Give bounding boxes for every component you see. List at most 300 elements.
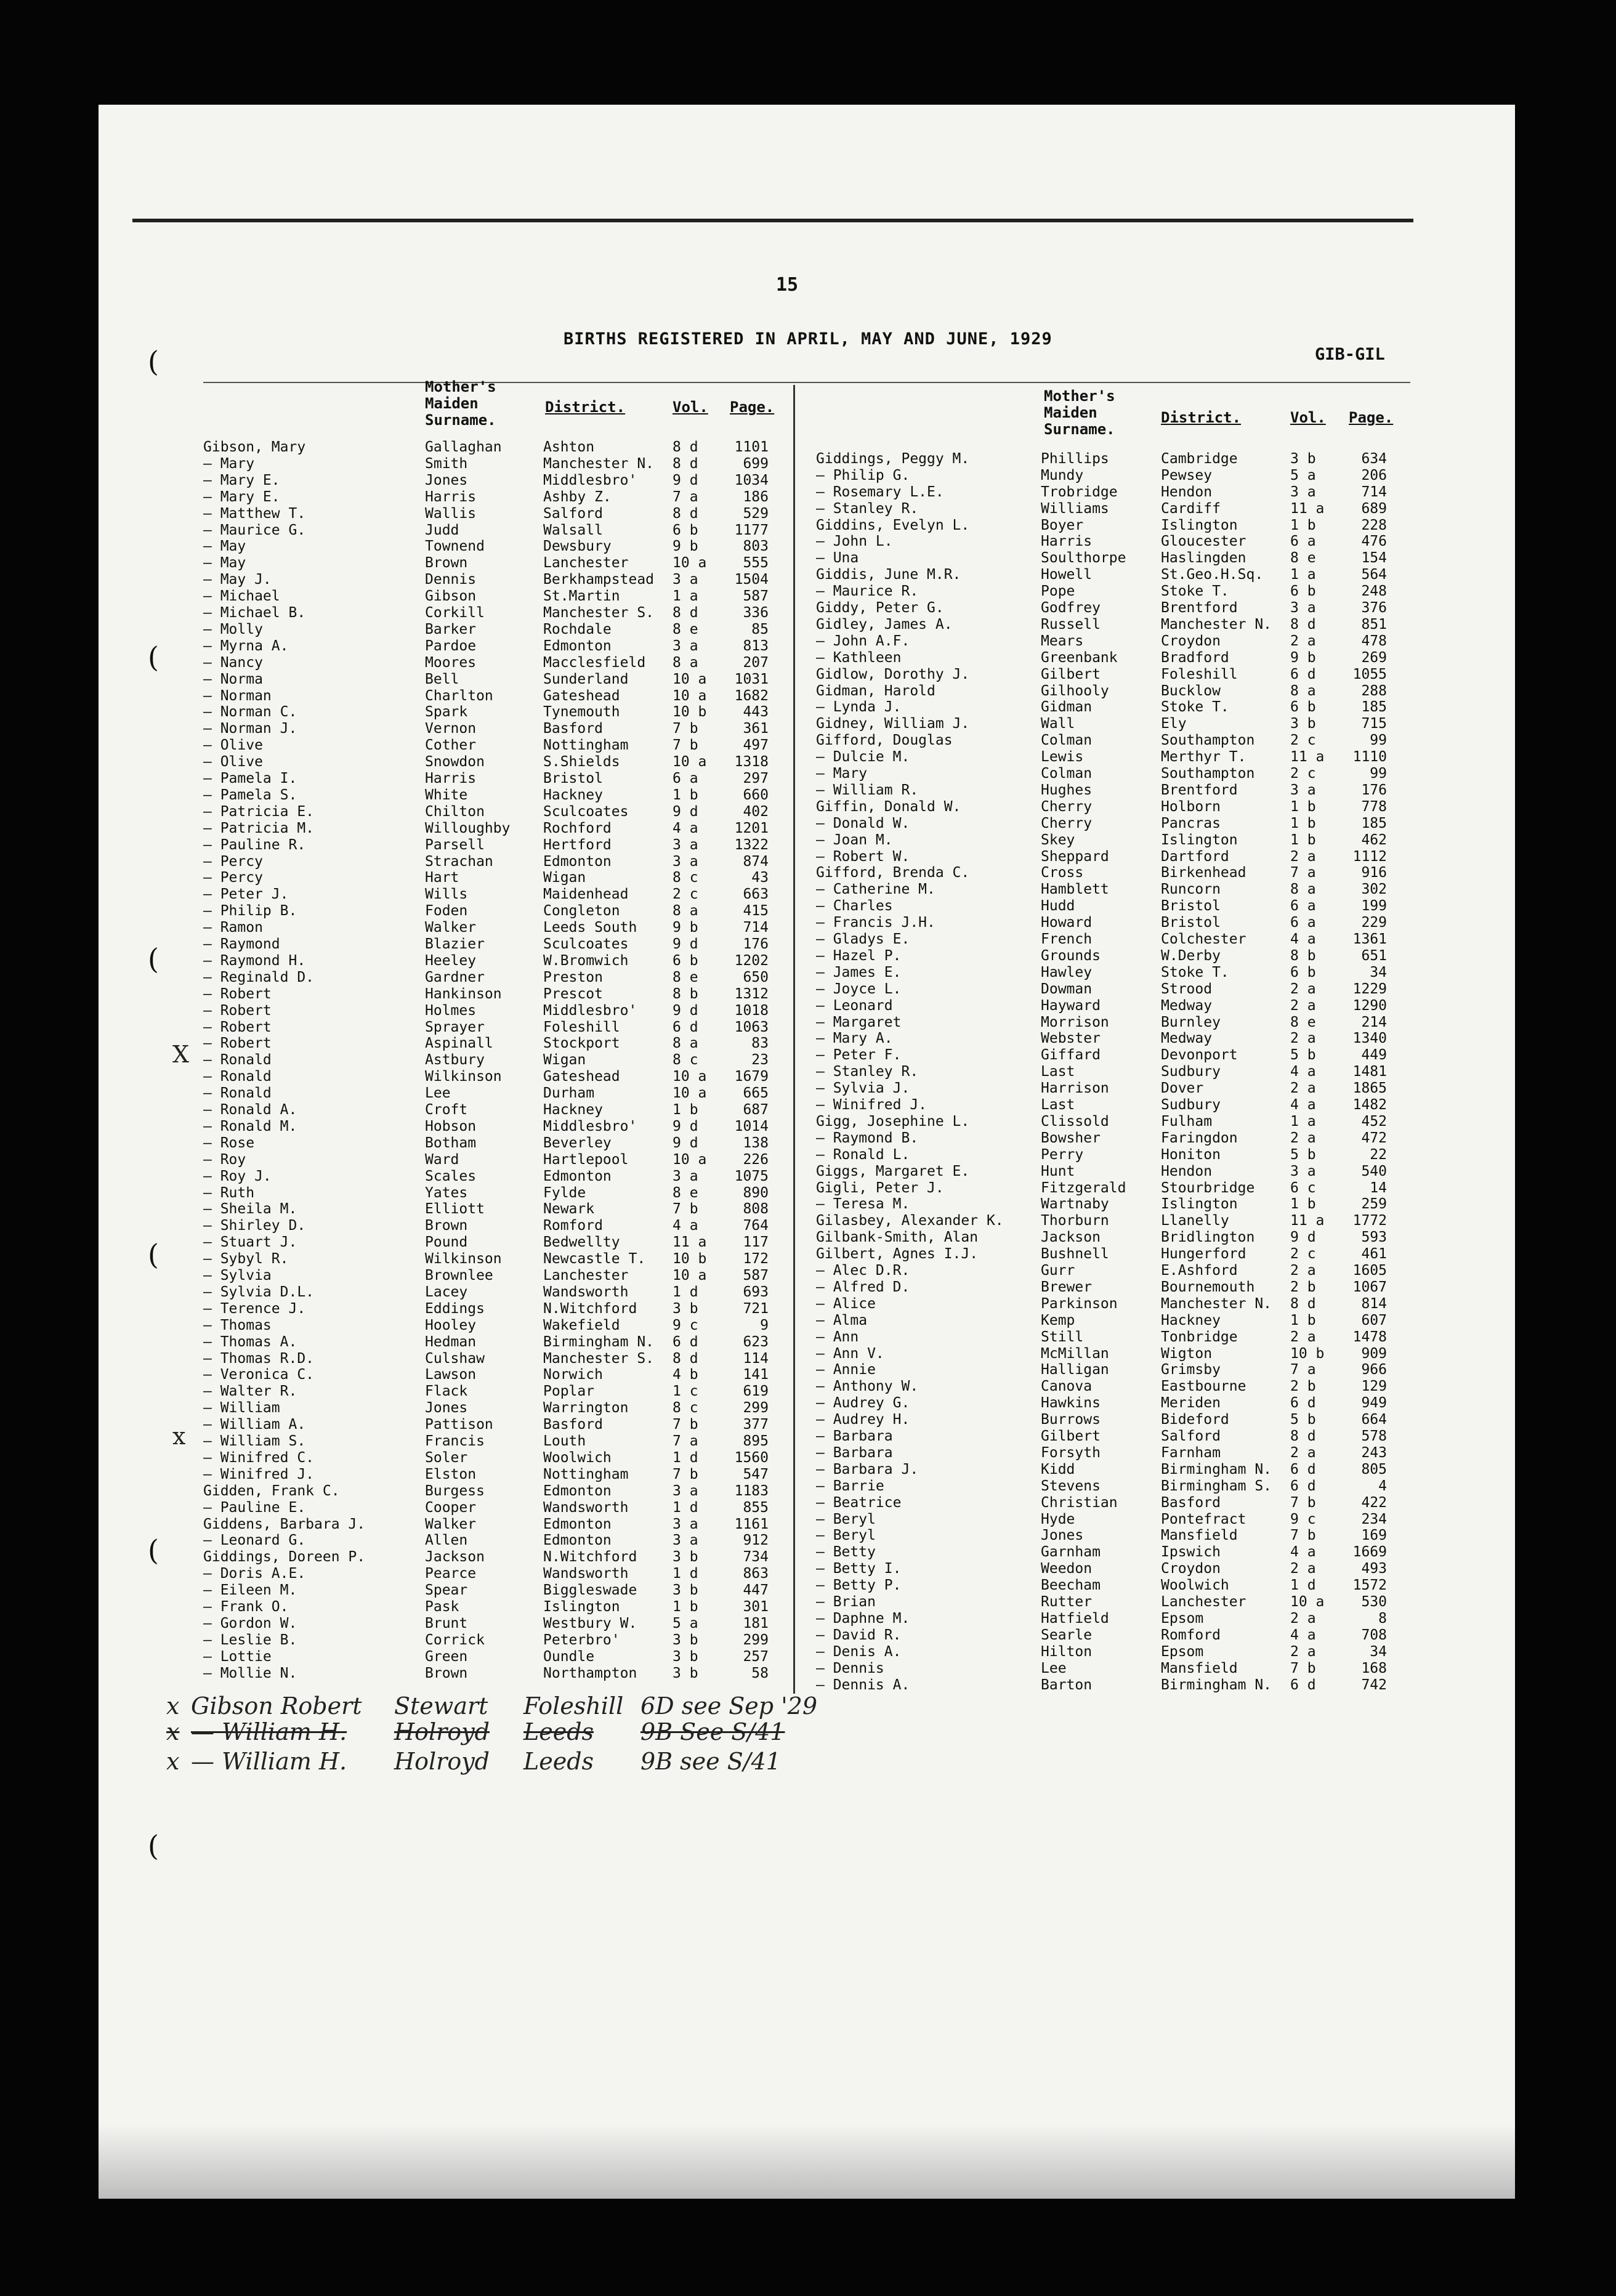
entry-name: — Mary A. [816, 1030, 893, 1047]
entry-district: Newark [543, 1201, 595, 1218]
entry-vol: 5 a [673, 1615, 698, 1631]
entry-district: Stockport [543, 1035, 620, 1052]
entry-name: — Barbara [816, 1428, 893, 1444]
entry-page: 462 [1361, 831, 1387, 848]
entry-page: 890 [743, 1184, 769, 1201]
entry-district: Woolwich [1161, 1577, 1229, 1594]
entry-page: 650 [743, 969, 769, 985]
entry-page: 478 [1361, 633, 1387, 649]
entry-vol: 3 a [673, 1482, 698, 1499]
entry-vol: 3 a [1290, 483, 1316, 500]
entry-page: 587 [743, 588, 769, 605]
entry-mother: Brown [425, 1218, 468, 1234]
entry-page: 34 [1370, 964, 1387, 980]
entry-mother: Thorburn [1041, 1213, 1109, 1229]
entry-name: — Robert [203, 1002, 272, 1019]
entry-vol: 3 a [673, 637, 698, 654]
entry-page: 1034 [734, 472, 769, 488]
entry-district: Foleshill [1161, 666, 1238, 682]
entry-page: 1177 [734, 522, 769, 538]
entry-vol: 7 b [1290, 1494, 1316, 1511]
entry-page: 1682 [734, 687, 769, 704]
entry-district: Islington [1161, 831, 1238, 848]
entry-mother: Cherry [1041, 815, 1093, 831]
entry-district: Bedwellty [543, 1234, 620, 1251]
punch-hole-icon: ( [148, 1534, 159, 1567]
entry-district: Bristol [1161, 915, 1221, 931]
entry-vol: 1 b [673, 1599, 698, 1615]
entry-page: 1679 [734, 1069, 769, 1085]
entry-vol: 1 a [1290, 567, 1316, 583]
entry-vol: 4 a [1290, 931, 1316, 947]
entry-district: Cambridge [1161, 450, 1238, 467]
entry-name: — William [203, 1400, 280, 1417]
entry-page: 529 [743, 505, 769, 522]
entry-name: — Norman C. [203, 704, 297, 721]
entry-district: Farnham [1161, 1444, 1221, 1461]
handwritten-name: Gibson Robert [191, 1692, 362, 1720]
entry-mother: Astbury [425, 1052, 485, 1069]
entry-vol: 1 b [1290, 798, 1316, 815]
entry-name: — Betty P. [816, 1577, 902, 1594]
entry-mother: Brownlee [425, 1267, 493, 1283]
entry-vol: 9 b [673, 538, 698, 555]
entry-name: — Eileen M. [203, 1582, 297, 1599]
entry-district: Foleshill [543, 1019, 620, 1035]
entry-district: Cardiff [1161, 500, 1221, 517]
entry-district: Salford [543, 505, 603, 522]
entry-page: 243 [1361, 1444, 1387, 1461]
entry-vol: 9 d [673, 472, 698, 488]
entry-vol: 10 a [673, 1085, 707, 1102]
entry-vol: 7 a [1290, 1362, 1316, 1378]
entry-name: — Pamela I. [203, 770, 297, 786]
entry-vol: 3 b [673, 1549, 698, 1566]
entry-vol: 7 b [673, 737, 698, 754]
entry-page: 443 [743, 704, 769, 721]
entry-vol: 2 a [1290, 1444, 1316, 1461]
entry-vol: 1 b [1290, 1312, 1316, 1328]
entry-name: — Joyce L. [816, 980, 902, 997]
entry-name: — Matthew T. [203, 505, 306, 522]
entry-page: 1290 [1352, 997, 1387, 1014]
entry-district: Warrington [543, 1400, 629, 1417]
entry-mother: Corrick [425, 1631, 485, 1648]
entry-name: Giddens, Barbara J. [203, 1516, 366, 1532]
entry-page: 555 [743, 555, 769, 572]
entry-page: 4 [1378, 1477, 1387, 1494]
entry-page: 664 [1361, 1412, 1387, 1428]
entry-mother: Francis [425, 1433, 485, 1449]
entry-page: 377 [743, 1417, 769, 1433]
entry-name: — Pamela S. [203, 786, 297, 803]
entry-district: Pontefract [1161, 1511, 1246, 1527]
entry-mother: Wall [1041, 716, 1075, 732]
entry-mother: Chilton [425, 803, 485, 820]
punch-hole-icon: ( [148, 345, 159, 378]
entry-page: 1340 [1352, 1030, 1387, 1047]
entry-mother: Parkinson [1041, 1295, 1118, 1312]
entry-name: — Myrna A. [203, 637, 289, 654]
entry-mother: Smith [425, 455, 468, 472]
entry-vol: 5 b [1290, 1047, 1316, 1064]
entry-vol: 1 c [673, 1383, 698, 1400]
entry-name: — Ann V. [816, 1345, 884, 1362]
entry-name: — May [203, 555, 246, 572]
entry-page: 855 [743, 1499, 769, 1516]
entry-district: Wigan [543, 1052, 586, 1069]
entry-page: 83 [751, 1035, 769, 1052]
entry-vol: 3 b [673, 1582, 698, 1599]
entry-vol: 8 e [1290, 550, 1316, 567]
punch-hole-icon: ( [148, 641, 159, 674]
entry-name: — Patricia E. [203, 803, 315, 820]
entry-vol: 8 e [673, 621, 698, 637]
entry-page: 114 [743, 1350, 769, 1367]
entry-vol: 6 c [1290, 1179, 1316, 1196]
entry-name: — Philip B. [203, 903, 297, 920]
entry-name: — Beryl [816, 1527, 876, 1544]
entry-district: Manchester N. [1161, 1295, 1272, 1312]
entry-mother: Weedon [1041, 1561, 1093, 1577]
entry-name: — Leonard G. [203, 1532, 306, 1549]
entry-mother: Jones [425, 472, 468, 488]
entry-mother: Howell [1041, 567, 1093, 583]
entry-mother: Hawley [1041, 964, 1093, 980]
entry-name: — Peter F. [816, 1047, 902, 1064]
entry-page: 206 [1361, 467, 1387, 483]
entry-mother: Gilbert [1041, 666, 1101, 682]
entry-vol: 2 a [1290, 1328, 1316, 1345]
entry-vol: 8 c [673, 1400, 698, 1417]
entry-name: — William A. [203, 1417, 306, 1433]
entry-page: 117 [743, 1234, 769, 1251]
entry-page: 199 [1361, 898, 1387, 915]
entry-vol: 7 b [673, 1201, 698, 1218]
entry-vol: 1 d [673, 1566, 698, 1582]
entry-vol: 6 a [673, 770, 698, 786]
entry-district: Manchester S. [543, 605, 655, 621]
entry-mother: Strachan [425, 853, 493, 870]
entry-page: 689 [1361, 500, 1387, 517]
entry-vol: 3 a [673, 572, 698, 588]
entry-name: — Peter J. [203, 886, 289, 903]
entry-mother: Grounds [1041, 947, 1101, 964]
entry-vol: 2 c [1290, 766, 1316, 782]
entry-name: — May [203, 538, 246, 555]
entry-vol: 9 d [673, 1002, 698, 1019]
entry-mother: Beecham [1041, 1577, 1101, 1594]
entry-vol: 7 a [1290, 865, 1316, 881]
entry-page: 1018 [734, 1002, 769, 1019]
entry-mother: Charlton [425, 687, 493, 704]
entry-name: — Ronald L. [816, 1146, 910, 1163]
entry-district: Edmonton [543, 853, 612, 870]
entry-district: Bournemouth [1161, 1279, 1255, 1295]
entry-name: — Barbara [816, 1444, 893, 1461]
entry-district: Salford [1161, 1428, 1221, 1444]
entry-name: — David R. [816, 1627, 902, 1643]
entry-name: — Philip G. [816, 467, 910, 483]
entry-district: Bristol [1161, 898, 1221, 915]
entry-district: Faringdon [1161, 1130, 1238, 1146]
entry-name: Giddings, Peggy M. [816, 450, 970, 467]
entry-page: 1504 [734, 572, 769, 588]
entry-page: 714 [1361, 483, 1387, 500]
entry-name: Gibson, Mary [203, 439, 306, 455]
entry-page: 257 [743, 1648, 769, 1665]
entry-vol: 1 d [673, 1283, 698, 1300]
entry-mother: Hart [425, 870, 459, 886]
entry-mother: Cross [1041, 865, 1084, 881]
header-rule [203, 382, 1410, 383]
entry-district: Hackney [543, 1102, 603, 1118]
entry-page: 949 [1361, 1395, 1387, 1412]
entry-name: — Dulcie M. [816, 749, 910, 766]
entry-mother: Rutter [1041, 1594, 1093, 1610]
entry-district: Edmonton [543, 637, 612, 654]
entry-vol: 8 d [673, 505, 698, 522]
entry-vol: 8 d [673, 1350, 698, 1367]
entry-mother: Scales [425, 1168, 477, 1184]
entry-district: Islington [1161, 1196, 1238, 1213]
entry-mother: Dennis [425, 572, 477, 588]
entry-name: — Terence J. [203, 1300, 306, 1317]
entry-vol: 8 d [1290, 1428, 1316, 1444]
entry-page: 895 [743, 1433, 769, 1449]
entry-vol: 10 b [673, 1251, 707, 1267]
page-header: Page. [730, 398, 775, 416]
entry-district: Hackney [543, 786, 603, 803]
entry-page: 742 [1361, 1676, 1387, 1693]
entry-page: 874 [743, 853, 769, 870]
entry-district: W.Derby [1161, 947, 1221, 964]
entry-name: Gidney, William J. [816, 716, 970, 732]
entry-name: — Anthony W. [816, 1378, 919, 1395]
entry-page: 693 [743, 1283, 769, 1300]
entry-page: 176 [1361, 782, 1387, 798]
entry-mother: Allen [425, 1532, 468, 1549]
entry-mother: Flack [425, 1383, 468, 1400]
entry-district: Colchester [1161, 931, 1246, 947]
entry-name: — Beatrice [816, 1494, 902, 1511]
entry-name: — Ronald A. [203, 1102, 297, 1118]
entry-district: Manchester S. [543, 1350, 655, 1367]
entry-vol: 2 a [1290, 997, 1316, 1014]
entry-district: Hendon [1161, 1163, 1213, 1179]
entry-name: — Roy [203, 1151, 246, 1168]
entry-page: 687 [743, 1102, 769, 1118]
entry-name: — Raymond H. [203, 952, 306, 969]
entry-page: 1161 [734, 1516, 769, 1532]
entry-district: Edmonton [543, 1532, 612, 1549]
entry-name: — Kathleen [816, 649, 902, 666]
entry-mother: Blazier [425, 936, 485, 952]
entry-mother: Harris [425, 770, 477, 786]
entry-district: Basford [543, 721, 603, 737]
entry-vol: 4 b [673, 1367, 698, 1383]
entry-page: 22 [1370, 1146, 1387, 1163]
entry-name: — Daphne M. [816, 1610, 910, 1627]
entry-page: 1063 [734, 1019, 769, 1035]
entry-name: — Lynda J. [816, 699, 902, 716]
entry-district: Bucklow [1161, 682, 1221, 699]
entry-district: Southampton [1161, 732, 1255, 749]
entry-vol: 8 c [673, 870, 698, 886]
entry-mother: Cooper [425, 1499, 477, 1516]
entry-name: — Joan M. [816, 831, 893, 848]
entry-vol: 1 b [673, 786, 698, 803]
entry-page: 299 [743, 1400, 769, 1417]
entry-vol: 2 c [1290, 1246, 1316, 1263]
entry-vol: 3 b [1290, 450, 1316, 467]
entry-vol: 3 b [1290, 716, 1316, 732]
handwritten-ref: 6D see Sep '29 [640, 1692, 818, 1720]
entry-district: Bristol [543, 770, 603, 786]
handwritten-district: Leeds [523, 1748, 594, 1775]
entry-name: — Hazel P. [816, 947, 902, 964]
entry-vol: 9 b [673, 920, 698, 936]
entry-mother: Jones [425, 1400, 468, 1417]
entry-mother: Gallaghan [425, 439, 502, 455]
entry-vol: 6 b [1290, 964, 1316, 980]
entry-page: 1318 [734, 754, 769, 770]
entry-name: — Donald W. [816, 815, 910, 831]
entry-name: — Olive [203, 737, 263, 754]
entry-district: Birkenhead [1161, 865, 1246, 881]
entry-vol: 10 a [673, 687, 707, 704]
handwritten-name: — William H. [191, 1748, 347, 1775]
entry-name: — Francis J.H. [816, 915, 935, 931]
entry-page: 449 [1361, 1047, 1387, 1064]
entry-name: — Robert [203, 1019, 272, 1035]
entry-district: Tynemouth [543, 704, 620, 721]
entry-vol: 7 b [673, 1417, 698, 1433]
entry-page: 452 [1361, 1113, 1387, 1130]
entry-page: 587 [743, 1267, 769, 1283]
entry-district: W.Bromwich [543, 952, 629, 969]
entry-vol: 8 b [673, 985, 698, 1002]
entry-page: 34 [1370, 1643, 1387, 1660]
entry-mother: Elston [425, 1466, 477, 1482]
entry-name: — Rose [203, 1134, 255, 1151]
entry-page: 99 [1370, 766, 1387, 782]
entry-page: 863 [743, 1566, 769, 1582]
entry-district: Sculcoates [543, 803, 629, 820]
entry-district: Wandsworth [543, 1499, 629, 1516]
entry-name: Gilbert, Agnes I.J. [816, 1246, 979, 1263]
entry-page: 651 [1361, 947, 1387, 964]
entry-page: 714 [743, 920, 769, 936]
entry-vol: 1 d [673, 1449, 698, 1466]
entry-vol: 8 a [673, 903, 698, 920]
entry-vol: 6 a [1290, 533, 1316, 550]
entry-name: — Raymond B. [816, 1130, 919, 1146]
entry-mother: Spark [425, 704, 468, 721]
entry-name: — Mary [816, 766, 868, 782]
entry-page: 1067 [1352, 1279, 1387, 1295]
entry-vol: 2 a [1290, 848, 1316, 865]
entry-name: Gilbank-Smith, Alan [816, 1229, 979, 1246]
entry-district: Wandsworth [543, 1566, 629, 1582]
entry-district: Ipswich [1161, 1544, 1221, 1561]
entry-page: 813 [743, 637, 769, 654]
entry-vol: 8 a [1290, 881, 1316, 898]
entry-district: Louth [543, 1433, 586, 1449]
entry-mother: Hunt [1041, 1163, 1075, 1179]
entry-district: Nottingham [543, 1466, 629, 1482]
entry-vol: 3 b [673, 1648, 698, 1665]
entry-district: Lanchester [1161, 1594, 1246, 1610]
entry-mother: Judd [425, 522, 459, 538]
entry-vol: 6 d [1290, 1395, 1316, 1412]
entry-district: Preston [543, 969, 603, 985]
entry-page: 1014 [734, 1118, 769, 1134]
entry-mother: French [1041, 931, 1093, 947]
entry-district: Sculcoates [543, 936, 629, 952]
entry-vol: 2 a [1290, 980, 1316, 997]
handwritten-mother: Stewart [394, 1692, 488, 1720]
entry-name: Gilasbey, Alexander K. [816, 1213, 1004, 1229]
entry-district: Hackney [1161, 1312, 1221, 1328]
entry-name: Giddings, Doreen P. [203, 1549, 366, 1566]
entry-mother: Aspinall [425, 1035, 493, 1052]
entry-mother: Still [1041, 1328, 1084, 1345]
entry-mother: Trobridge [1041, 483, 1118, 500]
entry-vol: 9 d [673, 936, 698, 952]
entry-vol: 3 a [1290, 600, 1316, 616]
entry-district: Walsall [543, 522, 603, 538]
entry-name: — Nancy [203, 654, 263, 671]
entry-vol: 4 a [673, 820, 698, 836]
entry-page: 376 [1361, 600, 1387, 616]
entry-district: Mansfield [1161, 1527, 1238, 1544]
entry-mother: Pope [1041, 583, 1075, 600]
entry-vol: 11 a [1290, 500, 1325, 517]
entry-district: Bideford [1161, 1412, 1229, 1428]
entry-district: Dartford [1161, 848, 1229, 865]
entry-name: Gidden, Frank C. [203, 1482, 340, 1499]
entry-vol: 11 a [673, 1234, 707, 1251]
entry-mother: Skey [1041, 831, 1075, 848]
entry-vol: 4 a [673, 1218, 698, 1234]
entry-mother: Walker [425, 920, 477, 936]
entry-page: 665 [743, 1085, 769, 1102]
entry-name: — Leonard [816, 997, 893, 1014]
entry-vol: 2 a [1290, 1561, 1316, 1577]
entry-mother: Christian [1041, 1494, 1118, 1511]
entry-mother: Russell [1041, 616, 1101, 633]
entry-page: 234 [1361, 1511, 1387, 1527]
entry-page: 497 [743, 737, 769, 754]
entry-mother: Brown [425, 555, 468, 572]
entry-vol: 4 a [1290, 1097, 1316, 1113]
entry-district: Rochford [543, 820, 612, 836]
vol-header: Vol. [1290, 409, 1326, 426]
entry-name: — Lottie [203, 1648, 272, 1665]
entry-vol: 8 d [673, 455, 698, 472]
entry-mother: Brewer [1041, 1279, 1093, 1295]
entry-district: Edmonton [543, 1168, 612, 1184]
entry-mother: Cother [425, 737, 477, 754]
entry-mother: Parsell [425, 836, 485, 853]
entry-district: Grimsby [1161, 1362, 1221, 1378]
entry-page: 299 [743, 1631, 769, 1648]
entry-vol: 3 a [673, 1516, 698, 1532]
entry-mother: Dowman [1041, 980, 1093, 997]
entry-vol: 10 a [673, 754, 707, 770]
entry-mother: Bushnell [1041, 1246, 1109, 1263]
